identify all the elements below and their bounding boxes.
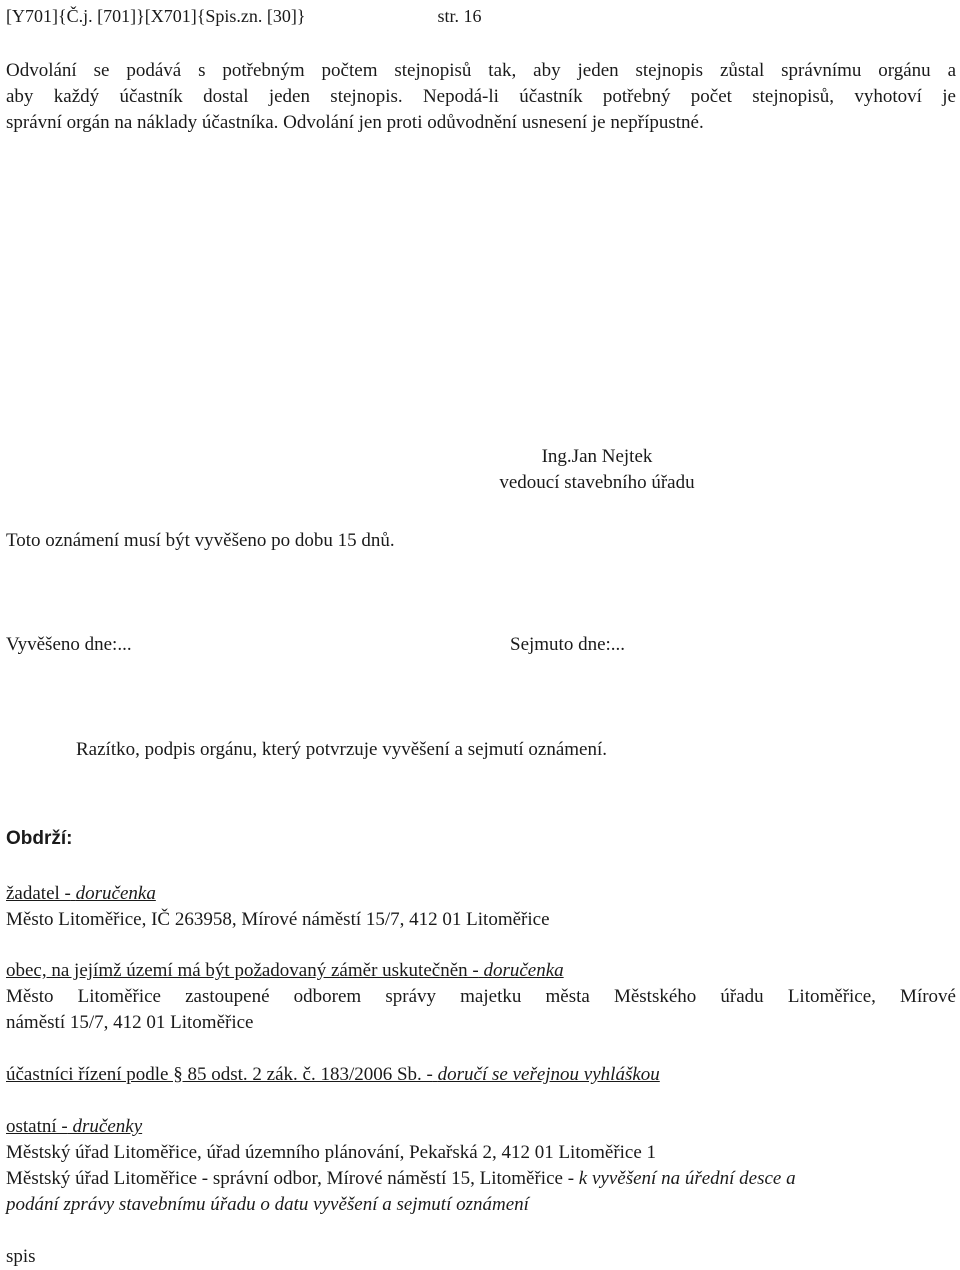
delivery-method: dručenky <box>72 1116 143 1137</box>
delivery-method: doručenka <box>75 883 156 904</box>
recipient-detail: Město Litoměřice zastoupené odborem správy majetku města Městského úřadu Litoměřice, Mírové <box>6 986 956 1007</box>
signature-block <box>482 444 712 496</box>
stamp-note: Razítko, podpis orgánu, který potvrzuje vyvěšení a sejmutí oznámení. <box>76 739 607 760</box>
recipient-label: účastníci řízení podle § 85 odst. 2 zák. č. 183/2006 Sb. - <box>6 1064 433 1085</box>
recipient-others <box>6 1114 956 1218</box>
page-number: str. 16 <box>437 6 482 26</box>
recipient-municipality <box>6 958 956 1036</box>
recipient-label: obec, na jejímž území má být požadovaný záměr uskutečněn - <box>6 960 479 981</box>
recipient-applicant <box>6 881 956 933</box>
posting-instruction: k vyvěšení na úřední desce a <box>578 1168 796 1189</box>
recipient-detail: náměstí 15/7, 412 01 Litoměřice <box>6 1012 254 1033</box>
recipient-label: ostatní - <box>6 1116 68 1137</box>
page-header <box>6 3 482 29</box>
recipient-detail: Město Litoměřice, IČ 263958, Mírové náměstí 15/7, 412 01 Litoměřice <box>6 909 550 930</box>
appeal-line: aby každý účastník dostal jeden stejnopis. Nepodá-li účastník potřebný počet stejnopisů, vyhotoví je <box>6 86 956 107</box>
appeal-line: Odvolání se podává s potřebným počtem stejnopisů tak, aby jeden stejnopis zůstal správnímu orgánu a <box>6 60 956 81</box>
appeal-paragraph <box>6 58 956 136</box>
posted-date-field: Vyvěšeno dne:... <box>6 634 132 655</box>
file-copy: spis <box>6 1246 36 1267</box>
signatory-role: vedoucí stavebního úřadu <box>499 472 695 493</box>
delivery-method: doručí se veřejnou vyhláškou <box>437 1064 660 1085</box>
recipient-participants <box>6 1062 956 1088</box>
signatory-name: Ing.Jan Nejtek <box>541 446 653 467</box>
document-reference: [Y701]{Č.j. [701]}[X701]{Spis.zn. [30]} <box>6 6 306 26</box>
recipient-detail: Městský úřad Litoměřice, úřad územního plánování, Pekařská 2, 412 01 Litoměřice 1 <box>6 1142 657 1163</box>
removed-date-field: Sejmuto dne:... <box>510 634 626 655</box>
recipient-detail: Městský úřad Litoměřice - správní odbor, Mírové náměstí 15, Litoměřice - k vyvěšení na úřední desce a <box>6 1168 796 1189</box>
recipients-title: Obdrží: <box>6 828 73 849</box>
recipient-label: žadatel - <box>6 883 71 904</box>
delivery-method: doručenka <box>483 960 564 981</box>
posting-instruction: podání zprávy stavebnímu úřadu o datu vyvěšení a sejmutí oznámení <box>6 1194 529 1215</box>
posting-notice: Toto oznámení musí být vyvěšeno po dobu 15 dnů. <box>6 530 395 551</box>
appeal-line: správní orgán na náklady účastníka. Odvolání jen proti odůvodnění usnesení je nepřípustné. <box>6 112 704 133</box>
